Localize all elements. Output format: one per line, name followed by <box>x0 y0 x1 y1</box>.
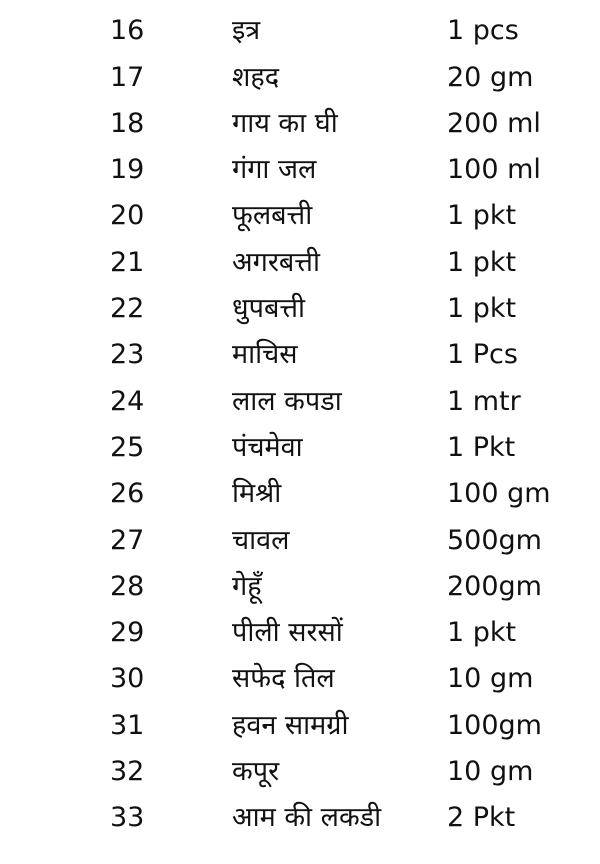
list-row <box>0 610 600 656</box>
list-row <box>0 332 600 378</box>
item-quantity: 100 ml <box>447 154 541 186</box>
row-number: 32 <box>110 756 145 788</box>
list-row <box>0 55 600 101</box>
item-name: हवन सामग्री <box>232 709 349 741</box>
item-name: धुपबत्ती <box>232 293 306 325</box>
item-name: गेहूँ <box>232 570 262 602</box>
item-name: आम की लकडी <box>232 802 382 834</box>
list-row <box>0 286 600 332</box>
item-quantity: 1 pkt <box>447 617 517 649</box>
item-quantity: 1 pkt <box>447 293 517 325</box>
row-number: 20 <box>110 200 145 232</box>
list-row <box>0 0 600 8</box>
row-number: 30 <box>110 663 145 695</box>
list-row <box>0 518 600 564</box>
list-row <box>0 193 600 239</box>
item-quantity: 200gm <box>447 570 542 602</box>
row-number: 28 <box>110 570 145 602</box>
list-row <box>0 656 600 702</box>
item-quantity: 100 gm <box>447 478 551 510</box>
list-row <box>0 379 600 425</box>
item-quantity: 20 gm <box>447 61 534 93</box>
list-row <box>0 703 600 749</box>
item-name: माचिस <box>232 339 298 371</box>
row-number: 24 <box>110 385 145 417</box>
item-quantity: 1 pkt <box>447 200 517 232</box>
item-quantity: 1 Pkt <box>447 431 516 463</box>
item-name: कपूर <box>232 756 280 788</box>
row-number: 16 <box>110 15 145 47</box>
item-quantity: 200 ml <box>447 107 541 139</box>
item-quantity: 100gm <box>447 709 542 741</box>
row-number: 29 <box>110 617 145 649</box>
row-number: 23 <box>110 339 145 371</box>
item-quantity: 2 Pkt <box>447 802 516 834</box>
row-number: 27 <box>110 524 145 556</box>
item-name: पंचमेवा <box>232 431 303 463</box>
row-number: 25 <box>110 431 145 463</box>
item-quantity: 10 gm <box>447 663 534 695</box>
row-number: 33 <box>110 802 145 834</box>
row-number: 26 <box>110 478 145 510</box>
list-row <box>0 101 600 147</box>
list-row <box>0 471 600 517</box>
item-name: शहद <box>232 61 280 93</box>
list-row <box>0 147 600 193</box>
list-row <box>0 795 600 841</box>
item-quantity: 1 mtr <box>447 385 521 417</box>
list-row <box>0 8 600 54</box>
item-quantity: 500gm <box>447 524 542 556</box>
row-number: 21 <box>110 246 145 278</box>
list-row <box>0 425 600 471</box>
item-name: मिश्री <box>232 478 282 510</box>
item-name: गंगा जल <box>232 154 317 186</box>
item-quantity: 1 Pcs <box>447 339 518 371</box>
item-quantity <box>447 0 516 8</box>
list-row <box>0 749 600 795</box>
item-name: चावल <box>232 524 290 556</box>
item-name: फूलबत्ती <box>232 200 313 232</box>
item-quantity: 10 gm <box>447 756 534 788</box>
item-name: गाय का घी <box>232 107 338 139</box>
item-quantity: 1 pcs <box>447 15 519 47</box>
item-name: अगरबत्ती <box>232 246 320 278</box>
row-number: 22 <box>110 293 145 325</box>
item-name <box>232 0 310 8</box>
row-number: 18 <box>110 107 145 139</box>
row-number: 19 <box>110 154 145 186</box>
row-number: 31 <box>110 709 145 741</box>
item-quantity: 1 pkt <box>447 246 517 278</box>
item-name: पीली सरसों <box>232 617 343 649</box>
list-row <box>0 240 600 286</box>
item-name: इत्र <box>232 15 261 47</box>
row-number: 17 <box>110 61 145 93</box>
list-row <box>0 564 600 610</box>
row-number <box>110 0 144 8</box>
item-name: लाल कपडा <box>232 385 342 417</box>
item-name: सफेद तिल <box>232 663 335 695</box>
